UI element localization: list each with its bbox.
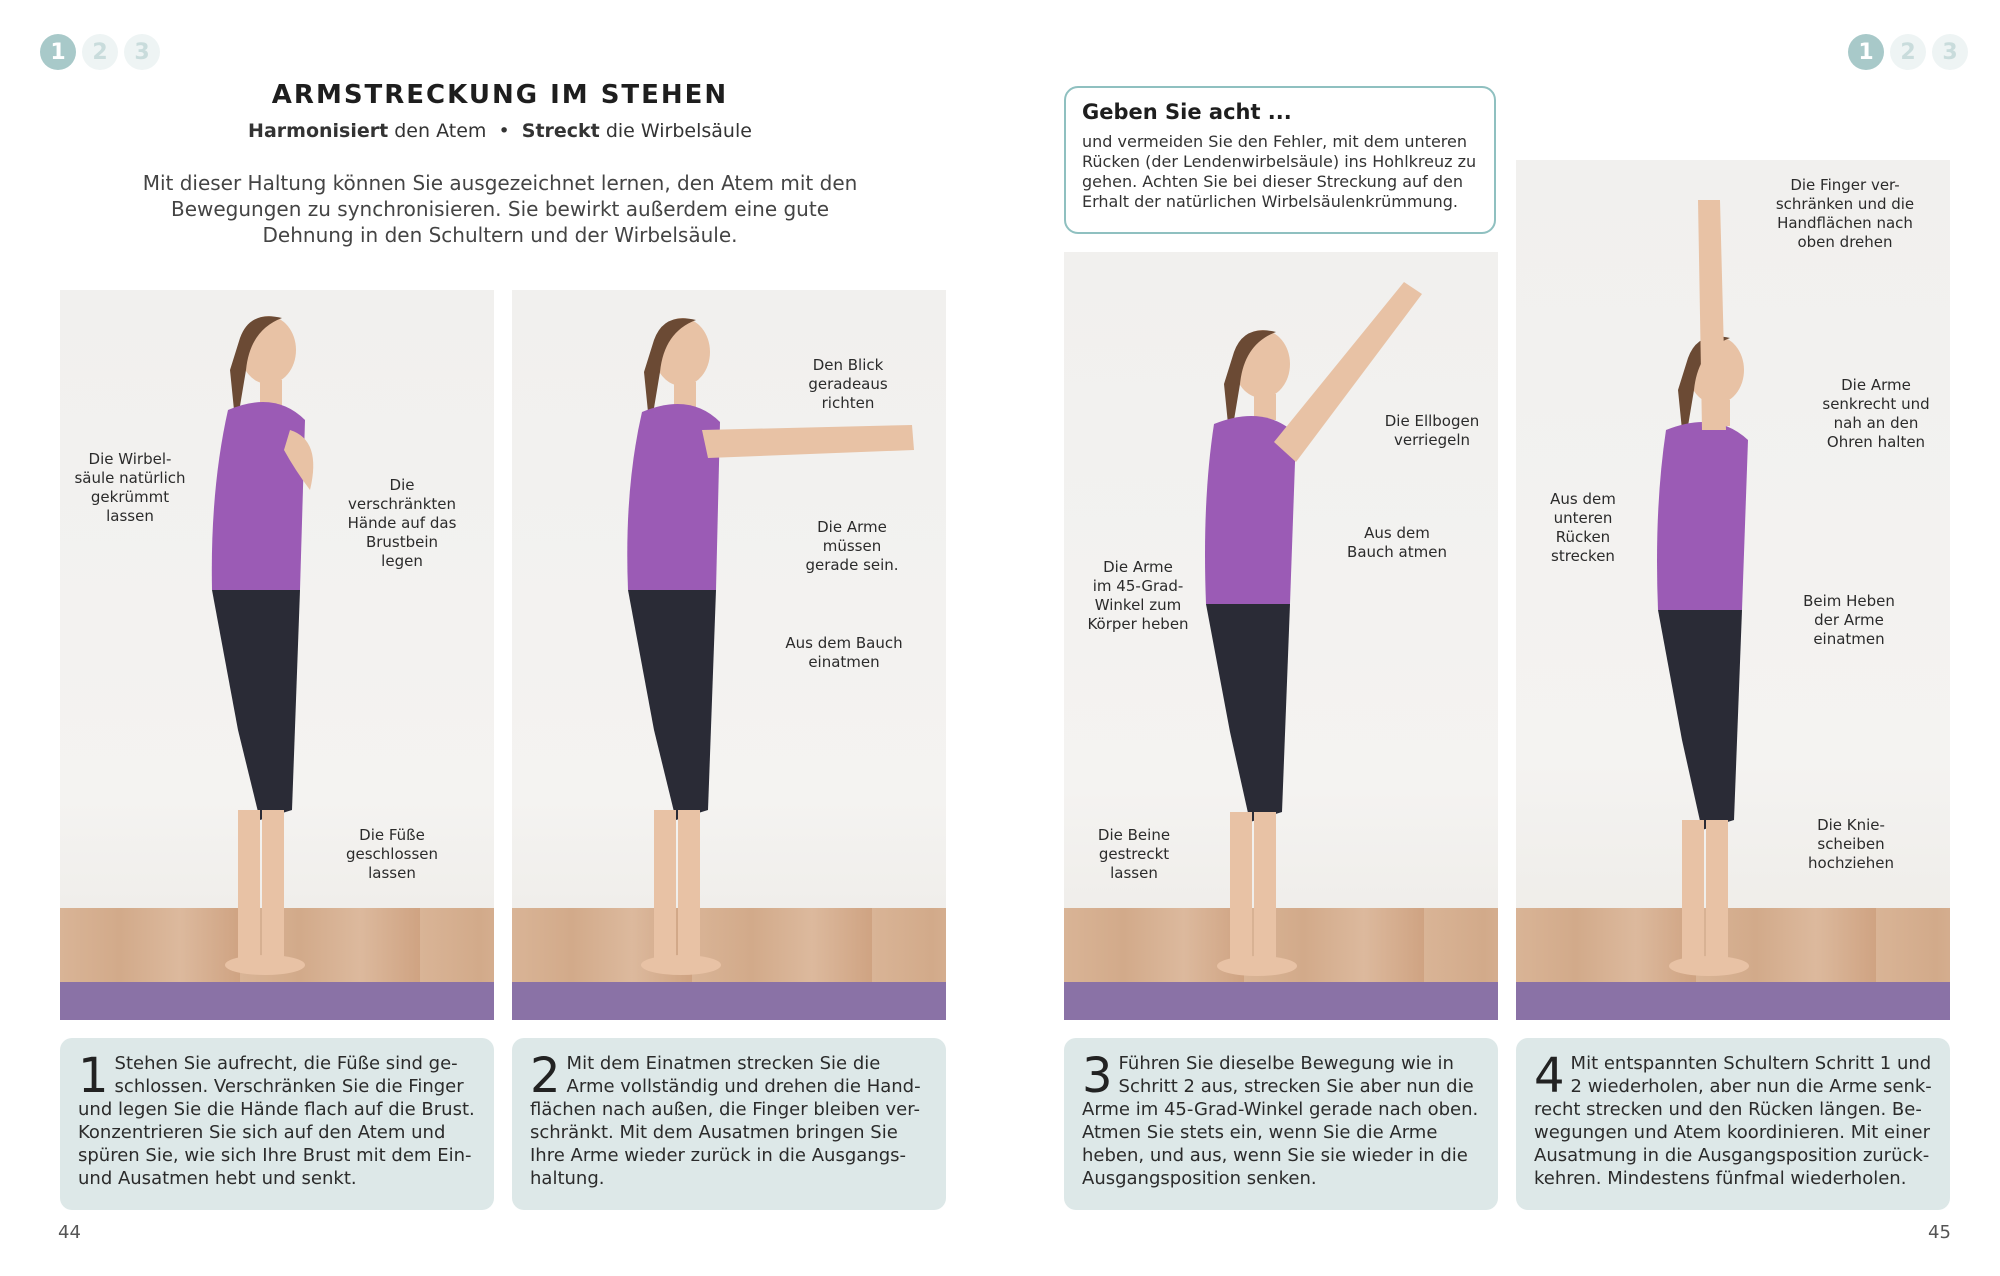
step-1-text: Stehen Sie aufrecht, die Füße sind ge-schlossen. Verschränken Sie die Finger und legen Sie die Hände flach auf die Brust. Konzentrieren Sie sich auf den Atem und spüren Sie, wie sich Ihre Brust mit dem Ein- und Ausatmen hebt und senkt.: [78, 1053, 475, 1189]
step-dot-1[interactable]: 1: [1848, 34, 1884, 70]
step-dot-3[interactable]: 3: [1932, 34, 1968, 70]
right-page: [1000, 0, 2000, 1276]
step-1-number: 1: [78, 1048, 109, 1104]
photo-step-2: [512, 290, 946, 1020]
page-subtitle: [60, 120, 940, 142]
page-number-left: 44: [58, 1222, 81, 1243]
woman-figure-1: [60, 290, 494, 1020]
subtitle-bold-2: Streckt: [521, 120, 600, 142]
annotation-knees: Die Knie- scheiben hochziehen: [1808, 816, 1894, 872]
annotation-belly: Aus dem Bauch atmen: [1347, 524, 1447, 561]
step-3-text: Führen Sie dieselbe Bewegung wie in Schritt 2 aus, strecken Sie aber nun die Arme im 45-Grad-Winkel gerade nach oben. Atmen Sie stets ein, wenn Sie die Arme heben, und aus, wenn Sie sie wieder in die Ausgangsposition senken.: [1082, 1053, 1479, 1189]
callout-title: Geben Sie acht ...: [1082, 100, 1292, 124]
step-2-box: [512, 1038, 946, 1210]
page-title: ARMSTRECKUNG IM STEHEN: [271, 80, 729, 110]
step-dot-2[interactable]: 2: [82, 34, 118, 70]
subtitle-text-2: die Wirbelsäule: [599, 120, 752, 142]
step-4-text: Mit entspannten Schultern Schritt 1 und 2 wiederholen, aber nun die Arme senk-recht strecken und den Rücken längen. Be-wegungen und Atem koordinieren. Mit einer Ausatmung in die Ausgangsposition zurück-kehren. Mindestens fünfmal wiederholen.: [1534, 1053, 1932, 1189]
subtitle-separator: •: [486, 120, 522, 142]
annotation-inhale: Beim Heben der Arme einatmen: [1803, 592, 1895, 648]
step-2-number: 2: [530, 1048, 561, 1104]
callout-box: [1064, 86, 1496, 234]
annotation-lowback: Aus dem unteren Rücken strecken: [1550, 490, 1616, 565]
step-indicator: [40, 34, 160, 70]
photo-step-4: [1516, 160, 1950, 1020]
woman-figure-4: [1516, 160, 1950, 1020]
step-4-number: 4: [1534, 1048, 1565, 1104]
annotation-elbows: Die Ellbogen verriegeln: [1384, 412, 1480, 449]
intro-paragraph: Mit dieser Haltung können Sie ausgezeichnet lernen, den Atem mit den Bewegungen zu synchronisieren. Sie bewirkt außerdem eine gute Dehnung in den Schultern und der Wirbelsäule.: [142, 171, 858, 247]
subtitle-bold-1: Harmonisiert: [248, 120, 389, 142]
step-3-number: 3: [1082, 1048, 1113, 1104]
annotation-legs: Die Beine gestreckt lassen: [1097, 826, 1171, 882]
annotation-hands: Die verschränkten Hände auf das Brustbein legen: [347, 476, 457, 570]
annotation-belly: Aus dem Bauch einatmen: [785, 634, 903, 671]
step-dot-3[interactable]: 3: [124, 34, 160, 70]
step-indicator: [1848, 34, 1968, 70]
annotation-gaze: Den Blick geradeaus richten: [808, 356, 888, 412]
annotation-angle: Die Arme im 45-Grad- Winkel zum Körper heben: [1087, 558, 1189, 633]
annotation-arms: Die Arme müssen gerade sein.: [805, 518, 899, 574]
callout-text: und vermeiden Sie den Fehler, mit dem unteren Rücken (der Lendenwirbelsäule) ins Hohlkreuz zu gehen. Achten Sie bei dieser Streckung auf den Erhalt der natürlichen Wirbelsäulenkrümmung.: [1082, 132, 1477, 211]
step-4-box: [1516, 1038, 1950, 1210]
page-number-right: 45: [1928, 1222, 1951, 1243]
step-3-box: [1064, 1038, 1498, 1210]
step-1-box: [60, 1038, 494, 1210]
annotation-feet: Die Füße geschlossen lassen: [345, 826, 439, 882]
step-dot-2[interactable]: 2: [1890, 34, 1926, 70]
step-2-text: Mit dem Einatmen strecken Sie die Arme vollständig und drehen die Hand-flächen nach außen, die Finger bleiben ver-schränkt. Mit dem Ausatmen bringen Sie Ihre Arme wieder zurück in die Ausgangs-haltung.: [530, 1053, 921, 1189]
annotation-fingers: Die Finger ver- schränken und die Handflächen nach oben drehen: [1775, 176, 1915, 251]
annotation-spine: Die Wirbel- säule natürlich gekrümmt lassen: [74, 450, 186, 525]
step-dot-1[interactable]: 1: [40, 34, 76, 70]
woman-figure-3: [1064, 252, 1498, 1020]
annotation-vertical: Die Arme senkrecht und nah an den Ohren halten: [1822, 376, 1930, 451]
photo-step-3: [1064, 252, 1498, 1020]
photo-step-1: [60, 290, 494, 1020]
subtitle-text-1: den Atem: [388, 120, 487, 142]
